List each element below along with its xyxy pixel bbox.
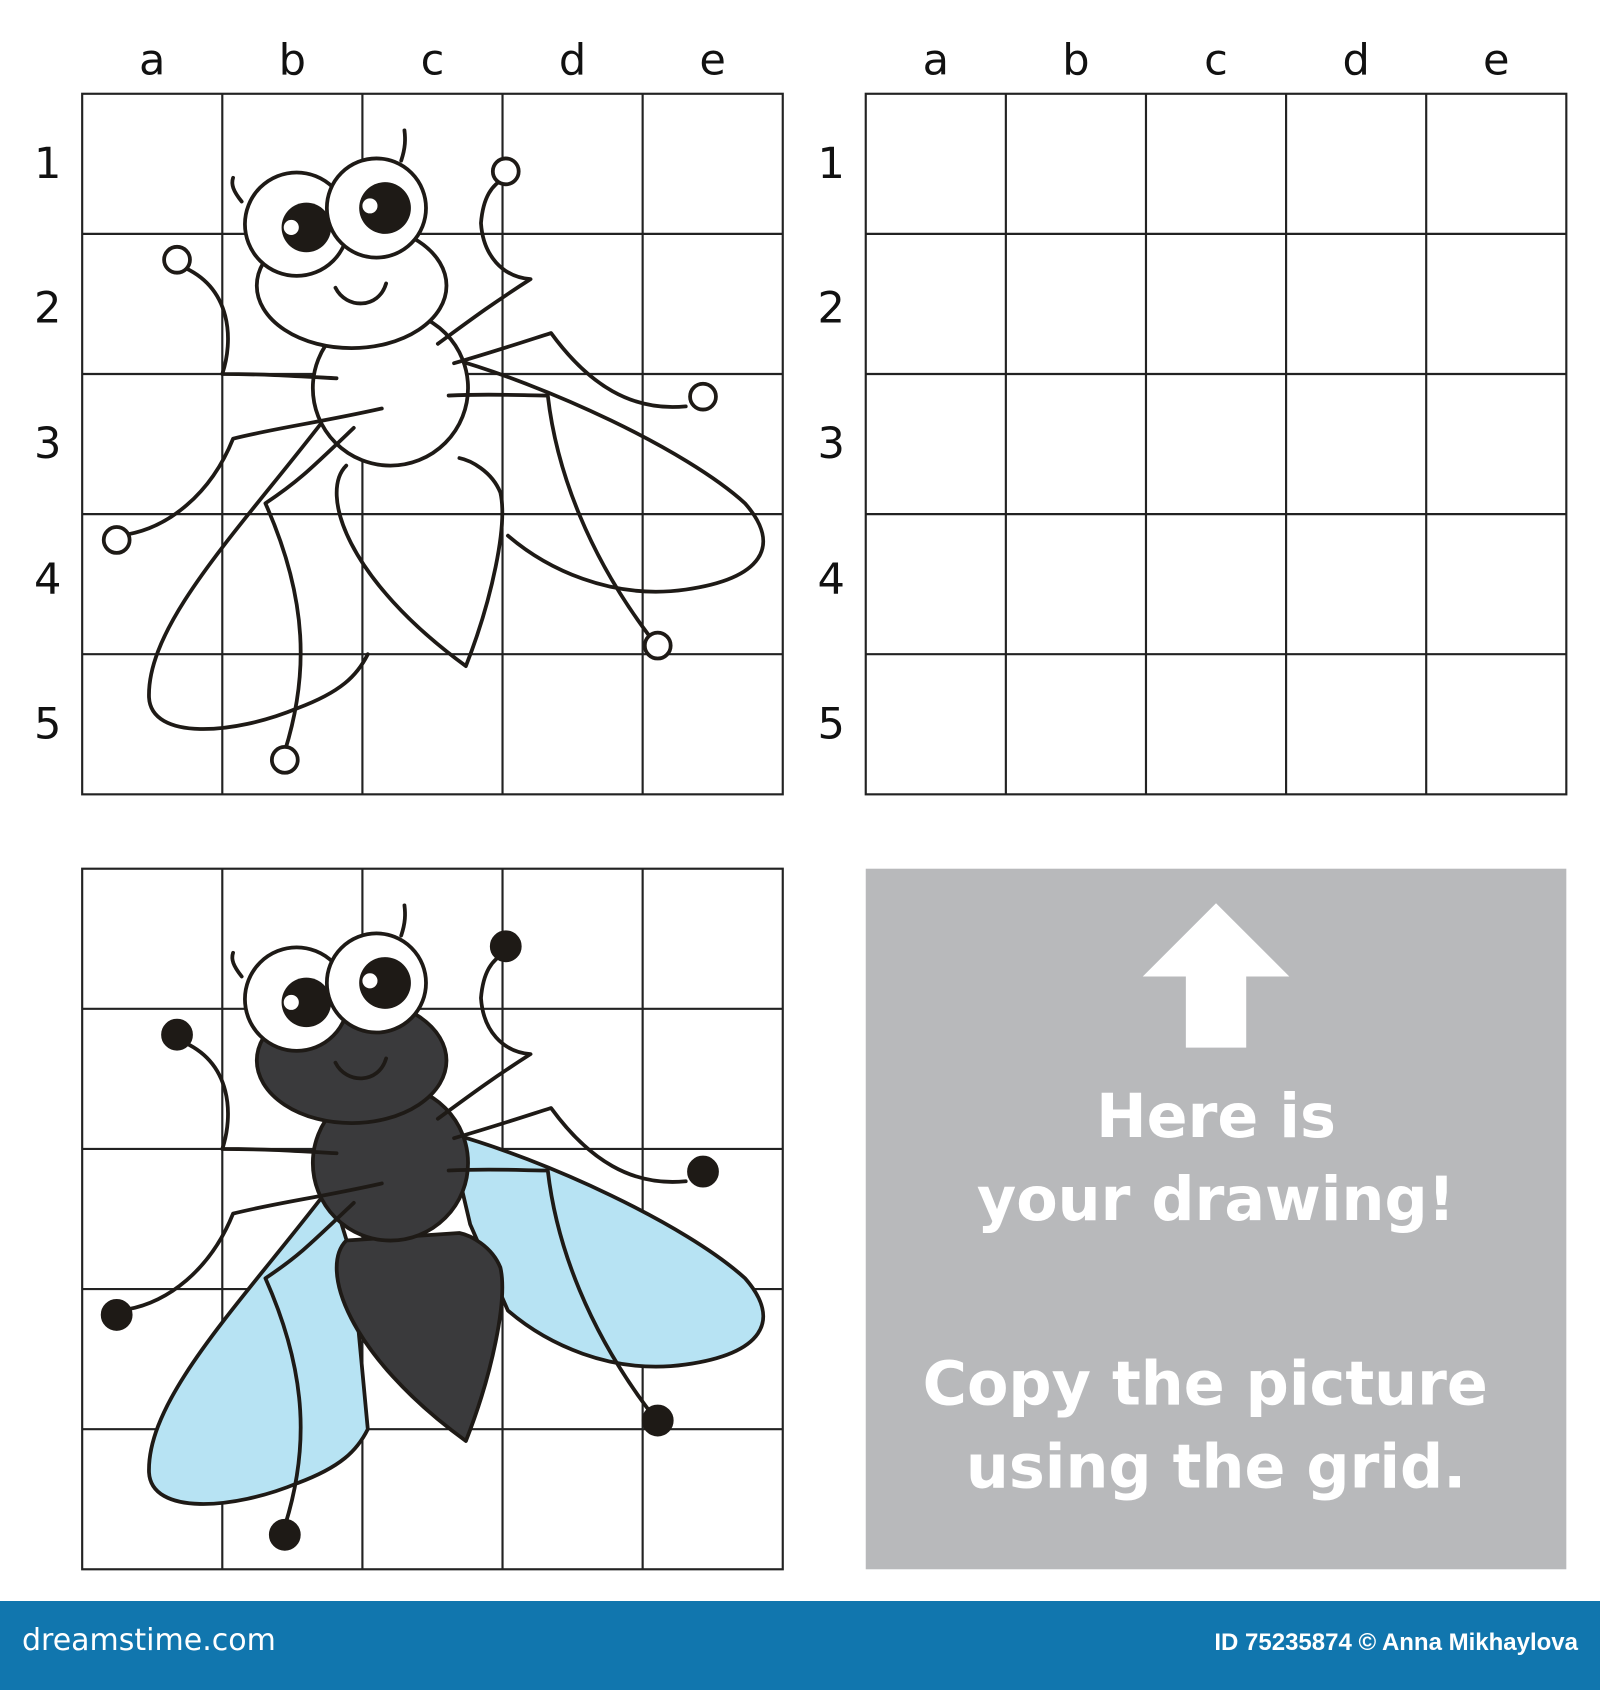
row-labels: [34, 139, 61, 749]
drawing-grid[interactable]: [818, 35, 1567, 794]
column-labels: [923, 35, 1510, 85]
col-label: c: [1204, 35, 1228, 86]
row-label: 1: [33, 138, 62, 189]
col-label: b: [278, 35, 307, 86]
col-label: e: [1482, 35, 1510, 86]
brand-logo[interactable]: dreamstime.com: [22, 1623, 276, 1658]
fly-outline: [104, 130, 763, 772]
row-label: 5: [33, 699, 62, 750]
panel-line-4: using the grid.: [965, 1432, 1467, 1503]
row-label: 4: [817, 554, 845, 605]
colored-example-grid: [82, 869, 783, 1570]
panel-line-3: Copy the picture: [922, 1349, 1488, 1420]
col-label: a: [922, 35, 950, 86]
col-label: b: [1062, 35, 1090, 86]
col-label: d: [1342, 35, 1370, 86]
fly-colored: [103, 905, 764, 1548]
row-label: 2: [33, 283, 62, 334]
row-label: 2: [817, 283, 845, 334]
col-label: a: [139, 35, 166, 86]
grid-lines: [866, 94, 1567, 795]
instruction-panel: [866, 869, 1567, 1570]
image-credit: ID 75235874 © Anna Mikhaylova: [1214, 1629, 1578, 1656]
col-label: e: [699, 35, 726, 86]
row-label: 1: [817, 138, 845, 189]
col-label: c: [420, 35, 445, 86]
row-label: 3: [33, 419, 62, 470]
row-label: 3: [817, 419, 845, 470]
panel-line-2: your drawing!: [976, 1165, 1456, 1236]
reference-grid: [34, 35, 783, 794]
row-label: 4: [33, 554, 62, 605]
panel-line-1: Here is: [1096, 1082, 1336, 1153]
column-labels: [139, 35, 726, 85]
col-label: d: [558, 35, 587, 86]
row-label: 5: [817, 699, 845, 750]
row-labels: [818, 139, 845, 749]
footer-bar: [0, 1601, 1600, 1690]
